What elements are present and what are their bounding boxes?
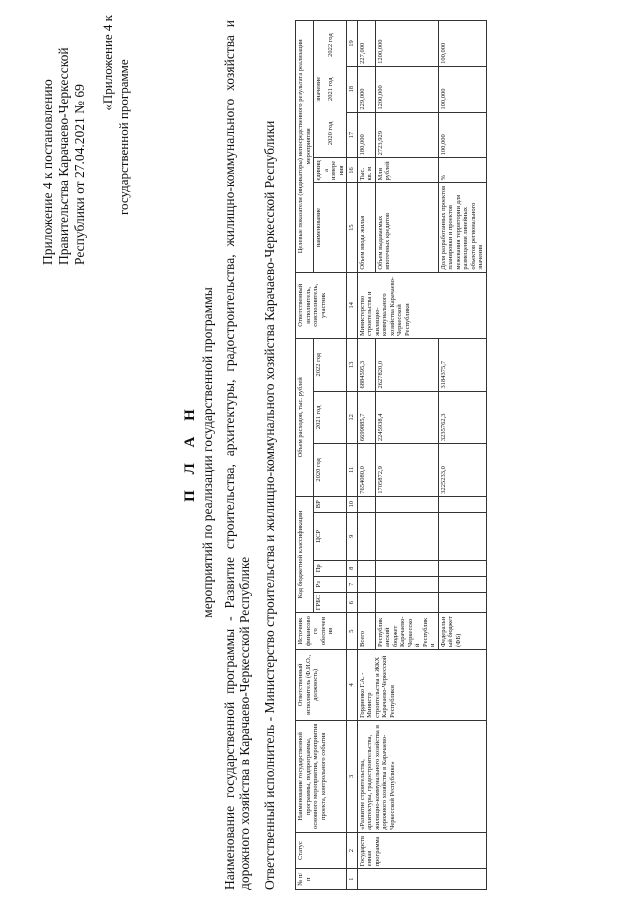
col-num: 10 <box>347 496 358 512</box>
program-appendix-line2: государственной программе <box>116 59 131 215</box>
header-indicator-2021: 2021 год <box>326 77 334 101</box>
empty-cell <box>375 576 438 592</box>
col-num: 17 <box>347 112 358 158</box>
empty-cell <box>438 592 486 613</box>
row-status: Государственная программа <box>357 832 486 869</box>
row-rb-2021: 2245938,4 <box>375 391 438 444</box>
empty-cell <box>438 512 486 560</box>
column-number-row <box>347 21 358 890</box>
col-num: 11 <box>347 444 358 497</box>
col-num: 5 <box>347 613 358 650</box>
header-source: Источник финансового обеспечения <box>296 613 347 650</box>
col-num: 18 <box>347 66 358 112</box>
row-indicator2-2022: 1200,000 <box>375 21 438 67</box>
header-2022: 2022 год <box>314 338 347 391</box>
empty-cell <box>357 560 375 576</box>
row-fb-2020: 3225233,0 <box>438 444 486 497</box>
empty-cell <box>357 576 375 592</box>
header-budget-code: Код бюджетной классификации <box>296 496 314 613</box>
col-num: 1 <box>347 869 358 890</box>
row-total-2020: 7654080,0 <box>357 444 375 497</box>
document-subtitle: мероприятий по реализации государственной программы <box>200 287 215 618</box>
header-grbs: ГРБС <box>314 592 347 613</box>
empty-cell <box>438 496 486 512</box>
row-source-republic: Республиканский бюджет Карачаево-Черкесской Республики <box>375 613 438 650</box>
header-indicator: Целевые показатели (индикаторы) непосредственного результата реализации мероприятия <box>296 21 314 273</box>
row-total-2021: 6699885,7 <box>357 391 375 444</box>
row-indicator1-2021: 229,000 <box>357 66 375 112</box>
header-2020: 2020 год <box>314 444 347 497</box>
row-rb-2022: 2627820,0 <box>375 338 438 391</box>
decree-appendix-line3: Республики от 27.04.2021 № 69 <box>72 84 87 265</box>
empty-cell <box>357 512 375 560</box>
row-indicator1-2020: 180,000 <box>357 112 375 158</box>
row-responsible: Гордиенко Г.А. - Министр строительства и ЖКХ Карачаево-Черкесской Республики <box>357 649 486 720</box>
empty-cell <box>357 592 375 613</box>
empty-cell <box>375 560 438 576</box>
program-appendix-line1: «Приложение 4 к <box>100 15 115 111</box>
decree-appendix-line1: Приложение 4 к постановлению <box>40 79 55 265</box>
plan-table <box>295 20 487 890</box>
header-indicator-years <box>327 23 335 155</box>
row-total-2022: 6884595,3 <box>357 338 375 391</box>
table-header-row <box>296 21 314 890</box>
row-indicator3-unit: % <box>438 158 486 183</box>
header-status: Статус <box>296 832 347 869</box>
header-indicator-value-label: значение <box>315 76 322 102</box>
empty-cell <box>357 496 375 512</box>
empty-cell <box>375 512 438 560</box>
header-volume: Объем расходов, тыс. рублей <box>296 338 314 496</box>
col-num: 8 <box>347 560 358 576</box>
header-indicator-2022: 2022 год <box>326 33 334 57</box>
responsible-executor: Ответственный исполнитель - Министерство строительства и жилищно-коммунального хозяйства Карачаево-Черкесской Республики <box>262 120 277 890</box>
row-indicator3-2022: 100,000 <box>438 21 486 67</box>
decree-appendix-line2: Правительства Карачаево-Черкесской <box>56 47 71 265</box>
col-num: 4 <box>347 649 358 720</box>
header-participant: Ответственный исполнитель, соисполнитель, участник <box>296 272 347 338</box>
header-rz: Рз <box>314 576 347 592</box>
row-indicator1-unit: Тыс. кв. м <box>357 158 375 183</box>
row-indicator2-2021: 1200,000 <box>375 66 438 112</box>
program-appendix-note <box>100 15 132 215</box>
col-num: 9 <box>347 512 358 560</box>
header-csr: ЦСР <box>314 512 347 560</box>
row-indicator3-2020: 100,000 <box>438 112 486 158</box>
document-title: П Л А Н <box>182 403 198 502</box>
empty-cell <box>375 592 438 613</box>
header-2021: 2021 год <box>314 391 347 444</box>
col-num: 13 <box>347 338 358 391</box>
empty-cell <box>438 560 486 576</box>
row-indicator1-2022: 227,000 <box>357 21 375 67</box>
row-rb-2020: 1705872,9 <box>375 444 438 497</box>
header-indicator-name: наименование <box>314 183 347 272</box>
row-indicator2-name: Объем выдаваемых ипотечных кредитов <box>375 183 438 272</box>
header-indicator-unit: единица измерения <box>314 158 347 183</box>
row-indicator3-2021: 100,000 <box>438 66 486 112</box>
program-name: Наименование государственной программы - Развитие строительства, архитектуры, градостроительства, жилищно-коммунального хозяйства и дорожного хозяйства в Карачаево-Черкесской Республике <box>222 20 252 890</box>
col-num: 7 <box>347 576 358 592</box>
decree-appendix-note <box>40 15 88 265</box>
empty-cell <box>438 576 486 592</box>
col-num: 12 <box>347 391 358 444</box>
col-num: 15 <box>347 183 358 272</box>
col-num: 2 <box>347 832 358 869</box>
col-num: 19 <box>347 21 358 67</box>
row-indicator2-unit: Млн рублей <box>375 158 438 183</box>
row-fb-2021: 3235762,3 <box>438 391 486 444</box>
row-num <box>357 869 486 890</box>
row-fb-2022: 3184375,7 <box>438 338 486 391</box>
row-indicator3-name: Доля разработанных проектов планировки и проектов межевания территории для размещения линейных объектов регионального значения <box>438 183 486 272</box>
row-participant: Министерство строительства и жилищно-коммунального хозяйства Карачаево-Черкесской Республики <box>357 272 486 338</box>
header-name: Наименование государственной программы, подпрограммы, основного мероприятия, мероприятия проекта, контрольного события <box>296 720 347 832</box>
empty-cell <box>375 496 438 512</box>
col-num: 16 <box>347 158 358 183</box>
row-source-federal: Федеральный бюджет (ФБ) <box>438 613 486 650</box>
table-row <box>357 21 375 890</box>
header-pr: Пр <box>314 560 347 576</box>
col-num: 3 <box>347 720 358 832</box>
header-responsible: Ответственный исполнитель (Ф.И.О., должность) <box>296 649 347 720</box>
row-name: «Развитие строительства, архитектуры, градостроительства, жилищно-коммунального хозяйства и дорожного хозяйства в Карачаево-Черкесской Республике» <box>357 720 486 832</box>
header-indicator-2020: 2020 год <box>326 121 334 146</box>
header-vr: ВР <box>314 496 347 512</box>
row-indicator1-name: Объем ввода жилья <box>357 183 375 272</box>
row-indicator2-2020: 2723,929 <box>375 112 438 158</box>
header-num: № п/п <box>296 869 347 890</box>
col-num: 6 <box>347 592 358 613</box>
col-num: 14 <box>347 272 358 338</box>
row-source-total: Всего <box>357 613 375 650</box>
header-indicator-value <box>314 21 347 158</box>
